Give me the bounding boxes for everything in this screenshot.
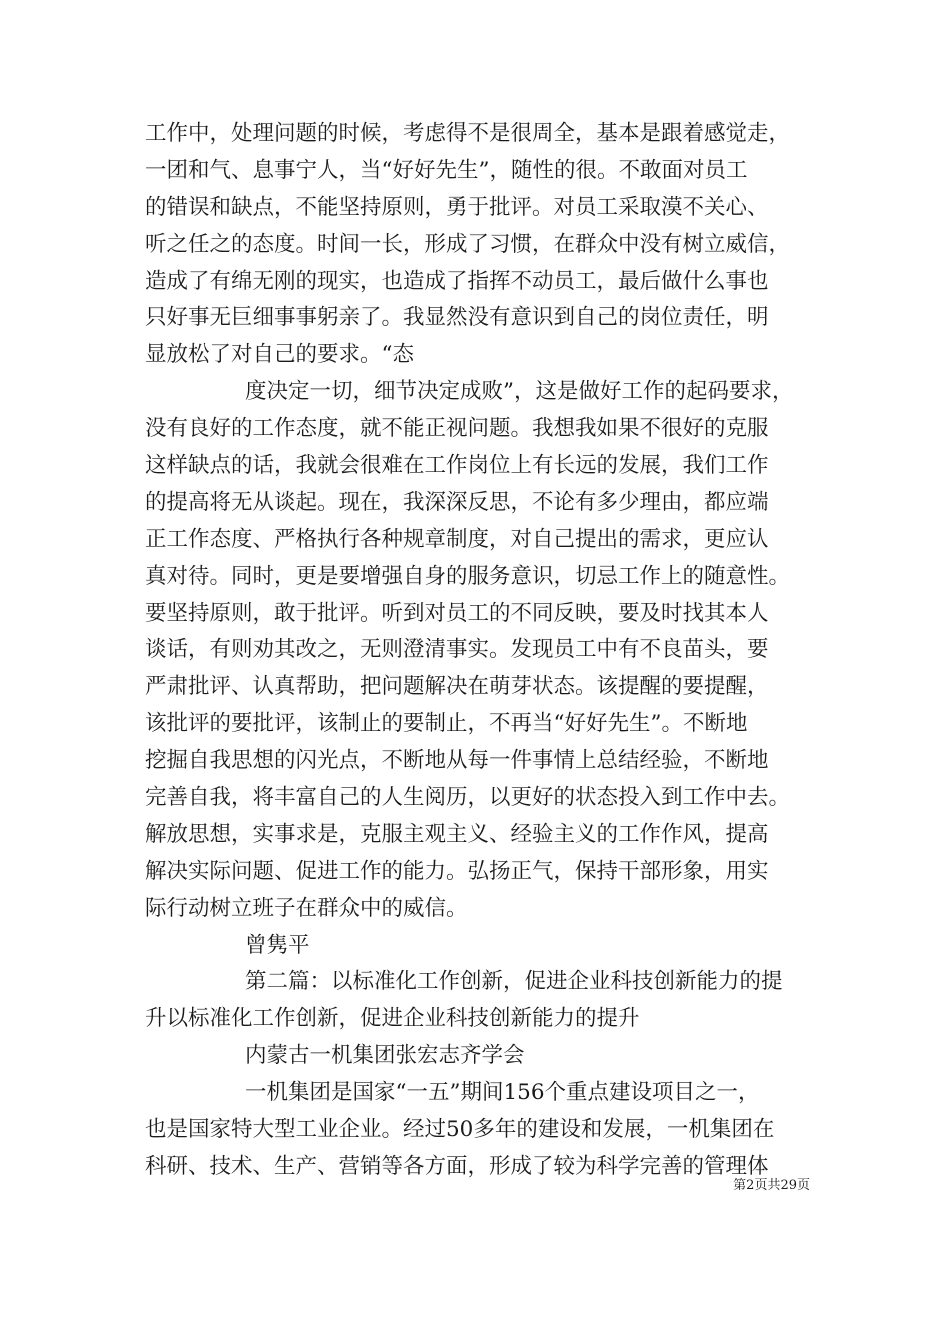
text-line: 的提高将无从谈起。现在，我深深反思，不论有多少理由，都应端 bbox=[145, 489, 769, 515]
text-line: 内蒙古一机集团张宏志齐学会 bbox=[245, 1043, 525, 1069]
text-line: 显放松了对自己的要求。“态 bbox=[145, 342, 414, 368]
text-line: 一团和气、息事宁人，当“好好先生”，随性的很。不敢面对员工 bbox=[145, 157, 748, 183]
text-line: 一机集团是国家“一五”期间156个重点建设项目之一， bbox=[245, 1080, 760, 1106]
text-line: 完善自我，将丰富自己的人生阅历，以更好的状态投入到工作中去。 bbox=[145, 785, 791, 811]
text-line: 只好事无巨细事事躬亲了。我显然没有意识到自己的岗位责任，明 bbox=[145, 305, 769, 331]
text-line: 科研、技术、生产、营销等各方面，形成了较为科学完善的管理体 bbox=[145, 1153, 769, 1179]
text-line: 度决定一切，细节决定成败”，这是做好工作的起码要求， bbox=[245, 379, 794, 405]
document-body bbox=[145, 116, 810, 1186]
text-line: 的错误和缺点，不能坚持原则，勇于批评。对员工采取漠不关心、 bbox=[145, 194, 769, 220]
text-line: 真对待。同时，更是要增强自身的服务意识，切忌工作上的随意性。 bbox=[145, 563, 791, 589]
text-line: 升以标准化工作创新，促进企业科技创新能力的提升 bbox=[145, 1006, 640, 1032]
text-line: 听之任之的态度。时间一长，形成了习惯，在群众中没有树立威信， bbox=[145, 231, 791, 257]
text-line: 要坚持原则，敢于批评。听到对员工的不同反映，要及时找其本人 bbox=[145, 600, 769, 626]
text-line: 曾隽平 bbox=[245, 932, 310, 958]
text-line: 造成了有绵无刚的现实，也造成了指挥不动员工，最后做什么事也 bbox=[145, 268, 769, 294]
text-line: 解放思想，实事求是，克服主观主义、经验主义的工作作风，提高 bbox=[145, 821, 769, 847]
text-line: 际行动树立班子在群众中的威信。 bbox=[145, 895, 468, 921]
text-line: 没有良好的工作态度，就不能正视问题。我想我如果不很好的克服 bbox=[145, 416, 769, 442]
text-line: 解决实际问题、促进工作的能力。弘扬正气，保持干部形象，用实 bbox=[145, 858, 769, 884]
text-line: 谈话，有则劝其改之，无则澄清事实。发现员工中有不良苗头，要 bbox=[145, 637, 769, 663]
page-number-footer: 第2页共29页 bbox=[733, 1178, 810, 1193]
text-line: 这样缺点的话，我就会很难在工作岗位上有长远的发展，我们工作 bbox=[145, 453, 769, 479]
text-line: 严肃批评、认真帮助，把问题解决在萌芽状态。该提醒的要提醒， bbox=[145, 674, 769, 700]
text-line: 挖掘自我思想的闪光点，不断地从每一件事情上总结经验，不断地 bbox=[145, 748, 769, 774]
text-line: 工作中，处理问题的时候，考虑得不是很周全，基本是跟着感觉走， bbox=[145, 121, 791, 146]
text-line: 该批评的要批评，该制止的要制止，不再当“好好先生”。不断地 bbox=[145, 711, 748, 737]
text-line: 第二篇：以标准化工作创新，促进企业科技创新能力的提 bbox=[245, 969, 783, 995]
text-line: 正工作态度、严格执行各种规章制度，对自己提出的需求，更应认 bbox=[145, 526, 769, 552]
text-line: 也是国家特大型工业企业。经过50多年的建设和发展，一机集团在 bbox=[145, 1117, 775, 1143]
